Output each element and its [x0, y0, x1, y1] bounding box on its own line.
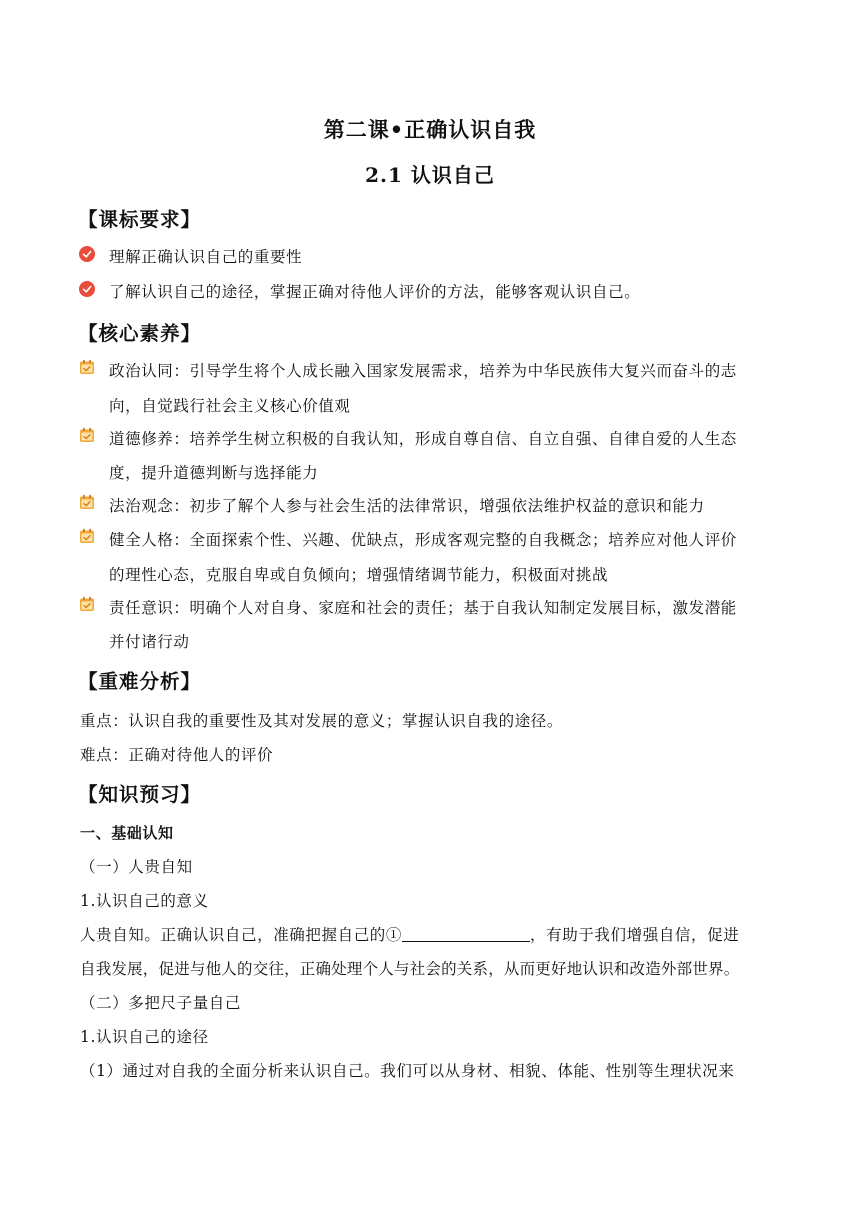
hexin-item-line: 道德修养：培养学生树立积极的自我认知，形成自尊自信、自立自强、自律自爱的人生态	[109, 430, 737, 448]
calendar-icon	[79, 427, 95, 443]
hexin-item-line: 并付诸行动	[109, 633, 190, 651]
paragraph-line: 自我发展，促进与他人的交往，正确处理个人与社会的关系，从而更好地认识和改造外部世界。	[80, 960, 740, 978]
paragraph-line	[80, 923, 739, 945]
difficult-point: 难点：正确对待他人的评价	[80, 746, 274, 764]
subsection-title: （二）多把尺子量自己	[80, 994, 242, 1012]
hexin-item-line: 责任意识：明确个人对自身、家庭和社会的责任；基于自我认知制定发展目标，激发潜能	[109, 599, 737, 617]
key-point: 重点：认识自我的重要性及其对发展的意义；掌握认识自我的途径。	[80, 712, 564, 730]
hexin-item-line: 的理性心态，克服自卑或自负倾向；增强情绪调节能力，积极面对挑战	[109, 566, 609, 584]
hexin-item-line: 法治观念：初步了解个人参与社会生活的法律常识，增强依法维护权益的意识和能力	[109, 497, 705, 515]
paragraph-text: 人贵自知。正确认识自己，准确把握自己的①	[80, 926, 403, 944]
kebiao-item: 了解认识自己的途径，掌握正确对待他人评价的方法，能够客观认识自己。	[109, 283, 641, 301]
check-icon	[79, 281, 95, 297]
calendar-icon	[79, 596, 95, 612]
calendar-icon	[79, 359, 95, 375]
calendar-icon	[79, 528, 95, 544]
calendar-icon	[79, 494, 95, 510]
kebiao-item: 理解正确认识自己的重要性	[109, 248, 303, 266]
section-heading-kebiao: 【课标要求】	[78, 208, 202, 231]
lesson-subtitle: 2.1 认识自己	[365, 163, 495, 187]
item-title: 1.认识自己的意义	[80, 892, 209, 910]
hexin-item-line: 向，自觉践行社会主义核心价值观	[109, 397, 351, 415]
subheading-basic: 一、基础认知	[80, 824, 174, 842]
hexin-item-line: 度，提升道德判断与选择能力	[109, 464, 319, 482]
section-heading-hexin: 【核心素养】	[78, 322, 202, 345]
check-icon	[79, 246, 95, 262]
paragraph-text: ，有助于我们增强自信，促进	[530, 926, 740, 944]
section-heading-zhishi: 【知识预习】	[78, 783, 202, 806]
hexin-item-line: 健全人格：全面探索个性、兴趣、优缺点，形成客观完整的自我概念；培养应对他人评价	[109, 531, 737, 549]
section-heading-zhongnan: 【重难分析】	[78, 670, 202, 693]
item-title: 1.认识自己的途径	[80, 1028, 209, 1046]
hexin-item-line: 政治认同：引导学生将个人成长融入国家发展需求，培养为中华民族伟大复兴而奋斗的志	[109, 362, 737, 380]
lesson-title: 第二课•正确认识自我	[323, 117, 537, 142]
subsection-title: （一）人贵自知	[80, 858, 193, 876]
fill-blank[interactable]	[402, 927, 530, 942]
paragraph-line: （1）通过对自我的全面分析来认识自己。我们可以从身材、相貌、体能、性别等生理状况来	[80, 1062, 735, 1080]
